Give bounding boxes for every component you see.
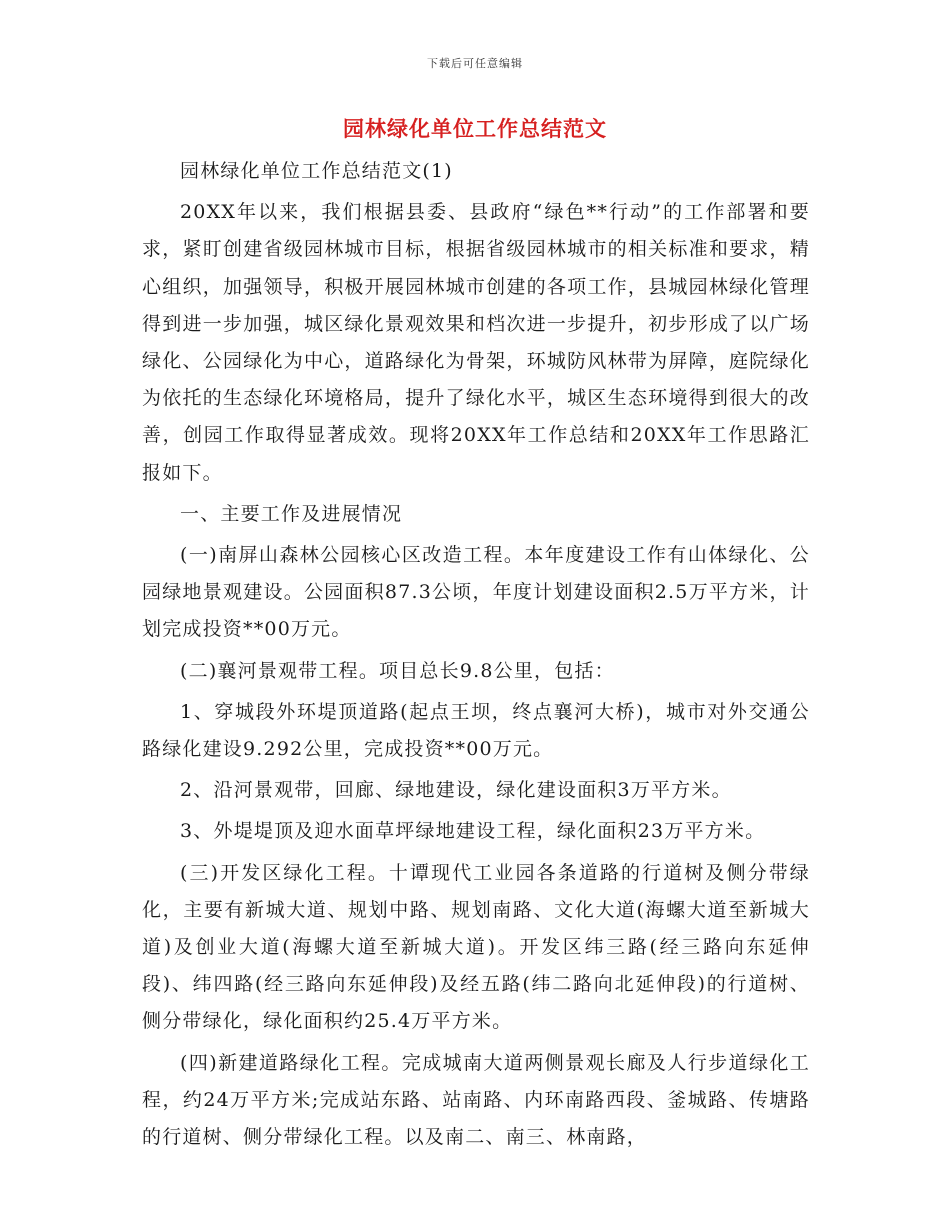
- paragraph-item-2: (二)襄河景观带工程。项目总长9.8公里，包括：: [180, 659, 615, 682]
- paragraph-item-2-3: 3、外堤堤顶及迎水面草坪绿地建设工程，绿化面积23万平方米。: [180, 820, 766, 843]
- paragraph-item-1: (一)南屏山森林公园核心区改造工程。本年度建设工作有山体绿化、公园绿地景观建设。公园面积87.3公顷，年度计划建设面积2.5万平方米，计划完成投资**00万元。: [142, 544, 810, 641]
- document-title: 园林绿化单位工作总结范文: [343, 116, 607, 141]
- paragraph-section-heading: 一、主要工作及进展情况: [180, 502, 403, 525]
- paragraph-intro: 20XX年以来，我们根据县委、县政府“绿色**行动”的工作部署和要求，紧盯创建省级园林城市目标，根据省级园林城市的相关标准和要求，精心组织，加强领导，积极开展园林城市创建的各项工作，县城园林绿化管理得到进一步加强，城区绿化景观效果和档次进一步提升，初步形成了以广场绿化、公园绿化为中心，道路绿化为骨架，环城防风林带为屏障，庭院绿化为依托的生态绿化环境格局，提升了绿化水平，城区生态环境得到很大的改善，创园工作取得显著成效。现将20XX年工作总结和20XX年工作思路汇报如下。: [142, 201, 810, 484]
- paragraph-item-2-1: 1、穿城段外环堤顶道路(起点王坝，终点襄河大桥)，城市对外交通公路绿化建设9.292公里，完成投资**00万元。: [142, 700, 810, 761]
- paragraph-item-4: (四)新建道路绿化工程。完成城南大道两侧景观长廊及人行步道绿化工程，约24万平方米;完成站东路、站南路、内环南路西段、釜城路、传塘路的行道树、侧分带绿化工程。以及南二、南三、林南路，: [142, 1051, 810, 1149]
- paragraph-item-2-2: 2、沿河景观带，回廊、绿地建设，绿化建设面积3万平方米。: [180, 779, 732, 802]
- page-header-note: 下载后可任意编辑: [427, 57, 523, 70]
- paragraph-item-3: (三)开发区绿化工程。十谭现代工业园各条道路的行道树及侧分带绿化，主要有新城大道、规划中路、规划南路、文化大道(海螺大道至新城大道)及创业大道(海螺大道至新城大道)。开发区纬三路(经三路向东延伸段)、纬四路(经三路向东延伸段)及经五路(纬二路向北延伸段)的行道树、侧分带绿化，绿化面积约25.4万平方米。: [142, 861, 810, 1033]
- paragraph-subtitle: 园林绿化单位工作总结范文(1): [180, 160, 453, 182]
- document-body: [142, 153, 810, 1156]
